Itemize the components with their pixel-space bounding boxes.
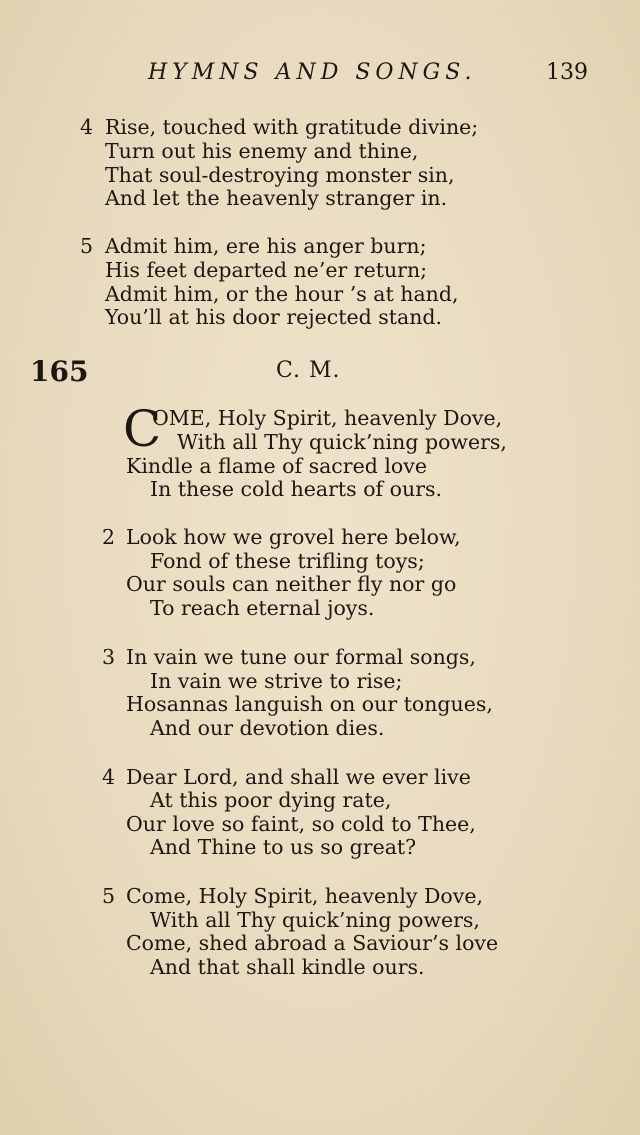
verse-line: Our love so faint, so cold to Thee,	[126, 812, 476, 836]
stanza-number: 5	[102, 884, 116, 908]
verse-line: In these cold hearts of ours.	[150, 477, 443, 501]
verse-line: Fond of these trifling toys;	[150, 549, 425, 573]
verse-line: And let the heavenly stranger in.	[105, 186, 448, 210]
verse-line: Hosannas languish on our tongues,	[126, 692, 493, 716]
stanza-number: 5	[80, 234, 94, 258]
stanza-number: 4	[102, 765, 116, 789]
verse-line: Come, Holy Spirit, heavenly Dove,	[126, 884, 483, 908]
verse-line: In vain we strive to rise;	[150, 669, 403, 693]
verse-line: Turn out his enemy and thine,	[105, 139, 419, 163]
verse-line: And Thine to us so great?	[150, 835, 417, 859]
verse-line: With all Thy quick’ning powers,	[150, 908, 480, 932]
verse-line: With all Thy quick’ning powers,	[177, 430, 507, 454]
verse-line: To reach eternal joys.	[150, 596, 375, 620]
verse-line: At this poor dying rate,	[150, 788, 392, 812]
verse-line: Kindle a flame of sacred love	[126, 454, 427, 478]
verse-line: Rise, touched with gratitude divine;	[105, 115, 479, 139]
verse-line: Come, shed abroad a Saviour’s love	[126, 931, 499, 955]
verse-line: You’ll at his door rejected stand.	[105, 305, 443, 329]
verse-line: And that shall kindle ours.	[150, 955, 425, 979]
verse-line: Admit him, or the hour ’s at hand,	[105, 282, 459, 306]
verse-line: Our souls can neither fly nor go	[126, 572, 457, 596]
stanza-number: 3	[102, 645, 116, 669]
stanza-number: 4	[80, 115, 94, 139]
hymn-meter: C. M.	[276, 358, 341, 383]
verse-line: Admit him, ere his anger burn;	[105, 234, 427, 258]
verse-line: Look how we grovel here below,	[126, 525, 461, 549]
verse-line: That soul-destroying monster sin,	[105, 163, 455, 187]
stanza-number: 2	[102, 525, 116, 549]
verse-line: His feet departed ne’er return;	[105, 258, 428, 282]
verse-line: Dear Lord, and shall we ever live	[126, 765, 471, 789]
page-number: 139	[546, 60, 588, 85]
verse-line: OME, Holy Spirit, heavenly Dove,	[152, 406, 503, 430]
drop-cap: C	[123, 400, 162, 458]
hymn-number: 165	[30, 355, 89, 388]
verse-line: In vain we tune our formal songs,	[126, 645, 476, 669]
verse-line: And our devotion dies.	[150, 716, 385, 740]
running-title: HYMNS AND SONGS.	[148, 60, 477, 85]
